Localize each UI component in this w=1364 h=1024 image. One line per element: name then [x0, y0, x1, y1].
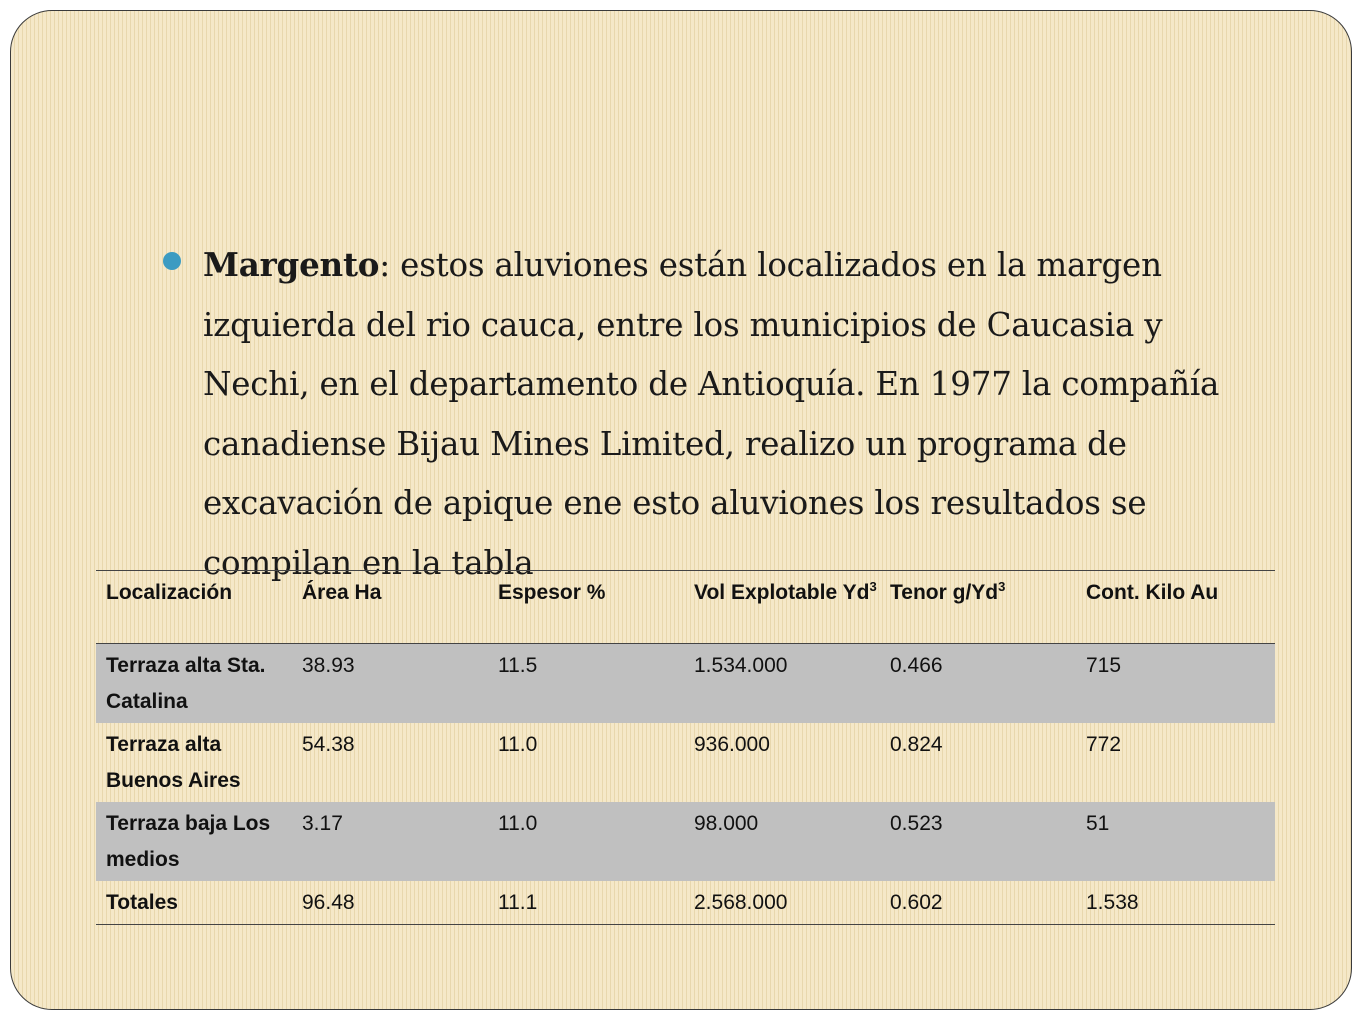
- header-tenor-exponent: 3: [998, 579, 1006, 594]
- table-row-totales: [96, 881, 1275, 925]
- cell-cont: 715: [1076, 644, 1275, 724]
- cell-tenor: 0.824: [890, 733, 943, 756]
- cell-tenor: 0.466: [880, 644, 1076, 724]
- header-vol: [684, 571, 880, 644]
- cell-tenor: 0.523: [880, 802, 1076, 881]
- cell-cont: 772: [1086, 733, 1122, 756]
- header-tenor: [880, 571, 1076, 644]
- cell-localizacion: Terraza alta Sta. Catalina: [96, 644, 292, 724]
- cell-cont: 1.538: [1076, 881, 1275, 925]
- bullet-paragraph: [163, 235, 1243, 593]
- cell-area: 96.48: [292, 881, 488, 925]
- table-row: [96, 723, 1275, 802]
- cell-espesor: 11.1: [488, 881, 684, 925]
- cell-vol: 98.000: [684, 802, 880, 881]
- cell-localizacion: Terraza alta Buenos Aires: [106, 733, 241, 792]
- cell-area: 38.93: [292, 644, 488, 724]
- results-table: [96, 570, 1275, 925]
- cell-vol: 2.568.000: [684, 881, 880, 925]
- cell-espesor: 11.5: [488, 644, 684, 724]
- table-row: [96, 644, 1275, 724]
- cell-cont: 51: [1076, 802, 1275, 881]
- paragraph-separator: :: [379, 246, 391, 284]
- bullet-dot-icon: [163, 252, 181, 270]
- header-area: Área Ha: [292, 571, 488, 644]
- header-vol-label: Vol Explotable Yd: [694, 581, 870, 604]
- paragraph-term: Margento: [203, 245, 380, 284]
- cell-localizacion: Terraza baja Los medios: [96, 802, 292, 881]
- cell-espesor: 11.0: [498, 733, 538, 756]
- header-cont: Cont. Kilo Au: [1076, 571, 1275, 644]
- header-localizacion: Localización: [96, 571, 292, 644]
- cell-tenor: 0.602: [880, 881, 1076, 925]
- header-tenor-label: Tenor g/Yd: [890, 581, 999, 604]
- cell-espesor: 11.0: [488, 802, 684, 881]
- header-vol-exponent: 3: [869, 579, 877, 594]
- cell-vol: 936.000: [694, 733, 770, 756]
- cell-area: 54.38: [302, 733, 355, 756]
- paragraph-text: [203, 235, 1243, 593]
- table-row: [96, 802, 1275, 881]
- paragraph-body: estos aluviones están localizados en la margen izquierda del rio cauca, entre los municipios de Caucasia y Nechi, en el departamento de Antioquía. En 1977 la compañía canadiense Bijau Mines Limited, realizo un programa de excavación de apique ene esto aluviones los resultados se compilan en la tabla: [203, 246, 1220, 582]
- header-espesor: Espesor %: [488, 571, 684, 644]
- cell-vol: 1.534.000: [684, 644, 880, 724]
- cell-area: 3.17: [292, 802, 488, 881]
- cell-localizacion: Totales: [96, 881, 292, 925]
- table-header-row: [96, 571, 1275, 644]
